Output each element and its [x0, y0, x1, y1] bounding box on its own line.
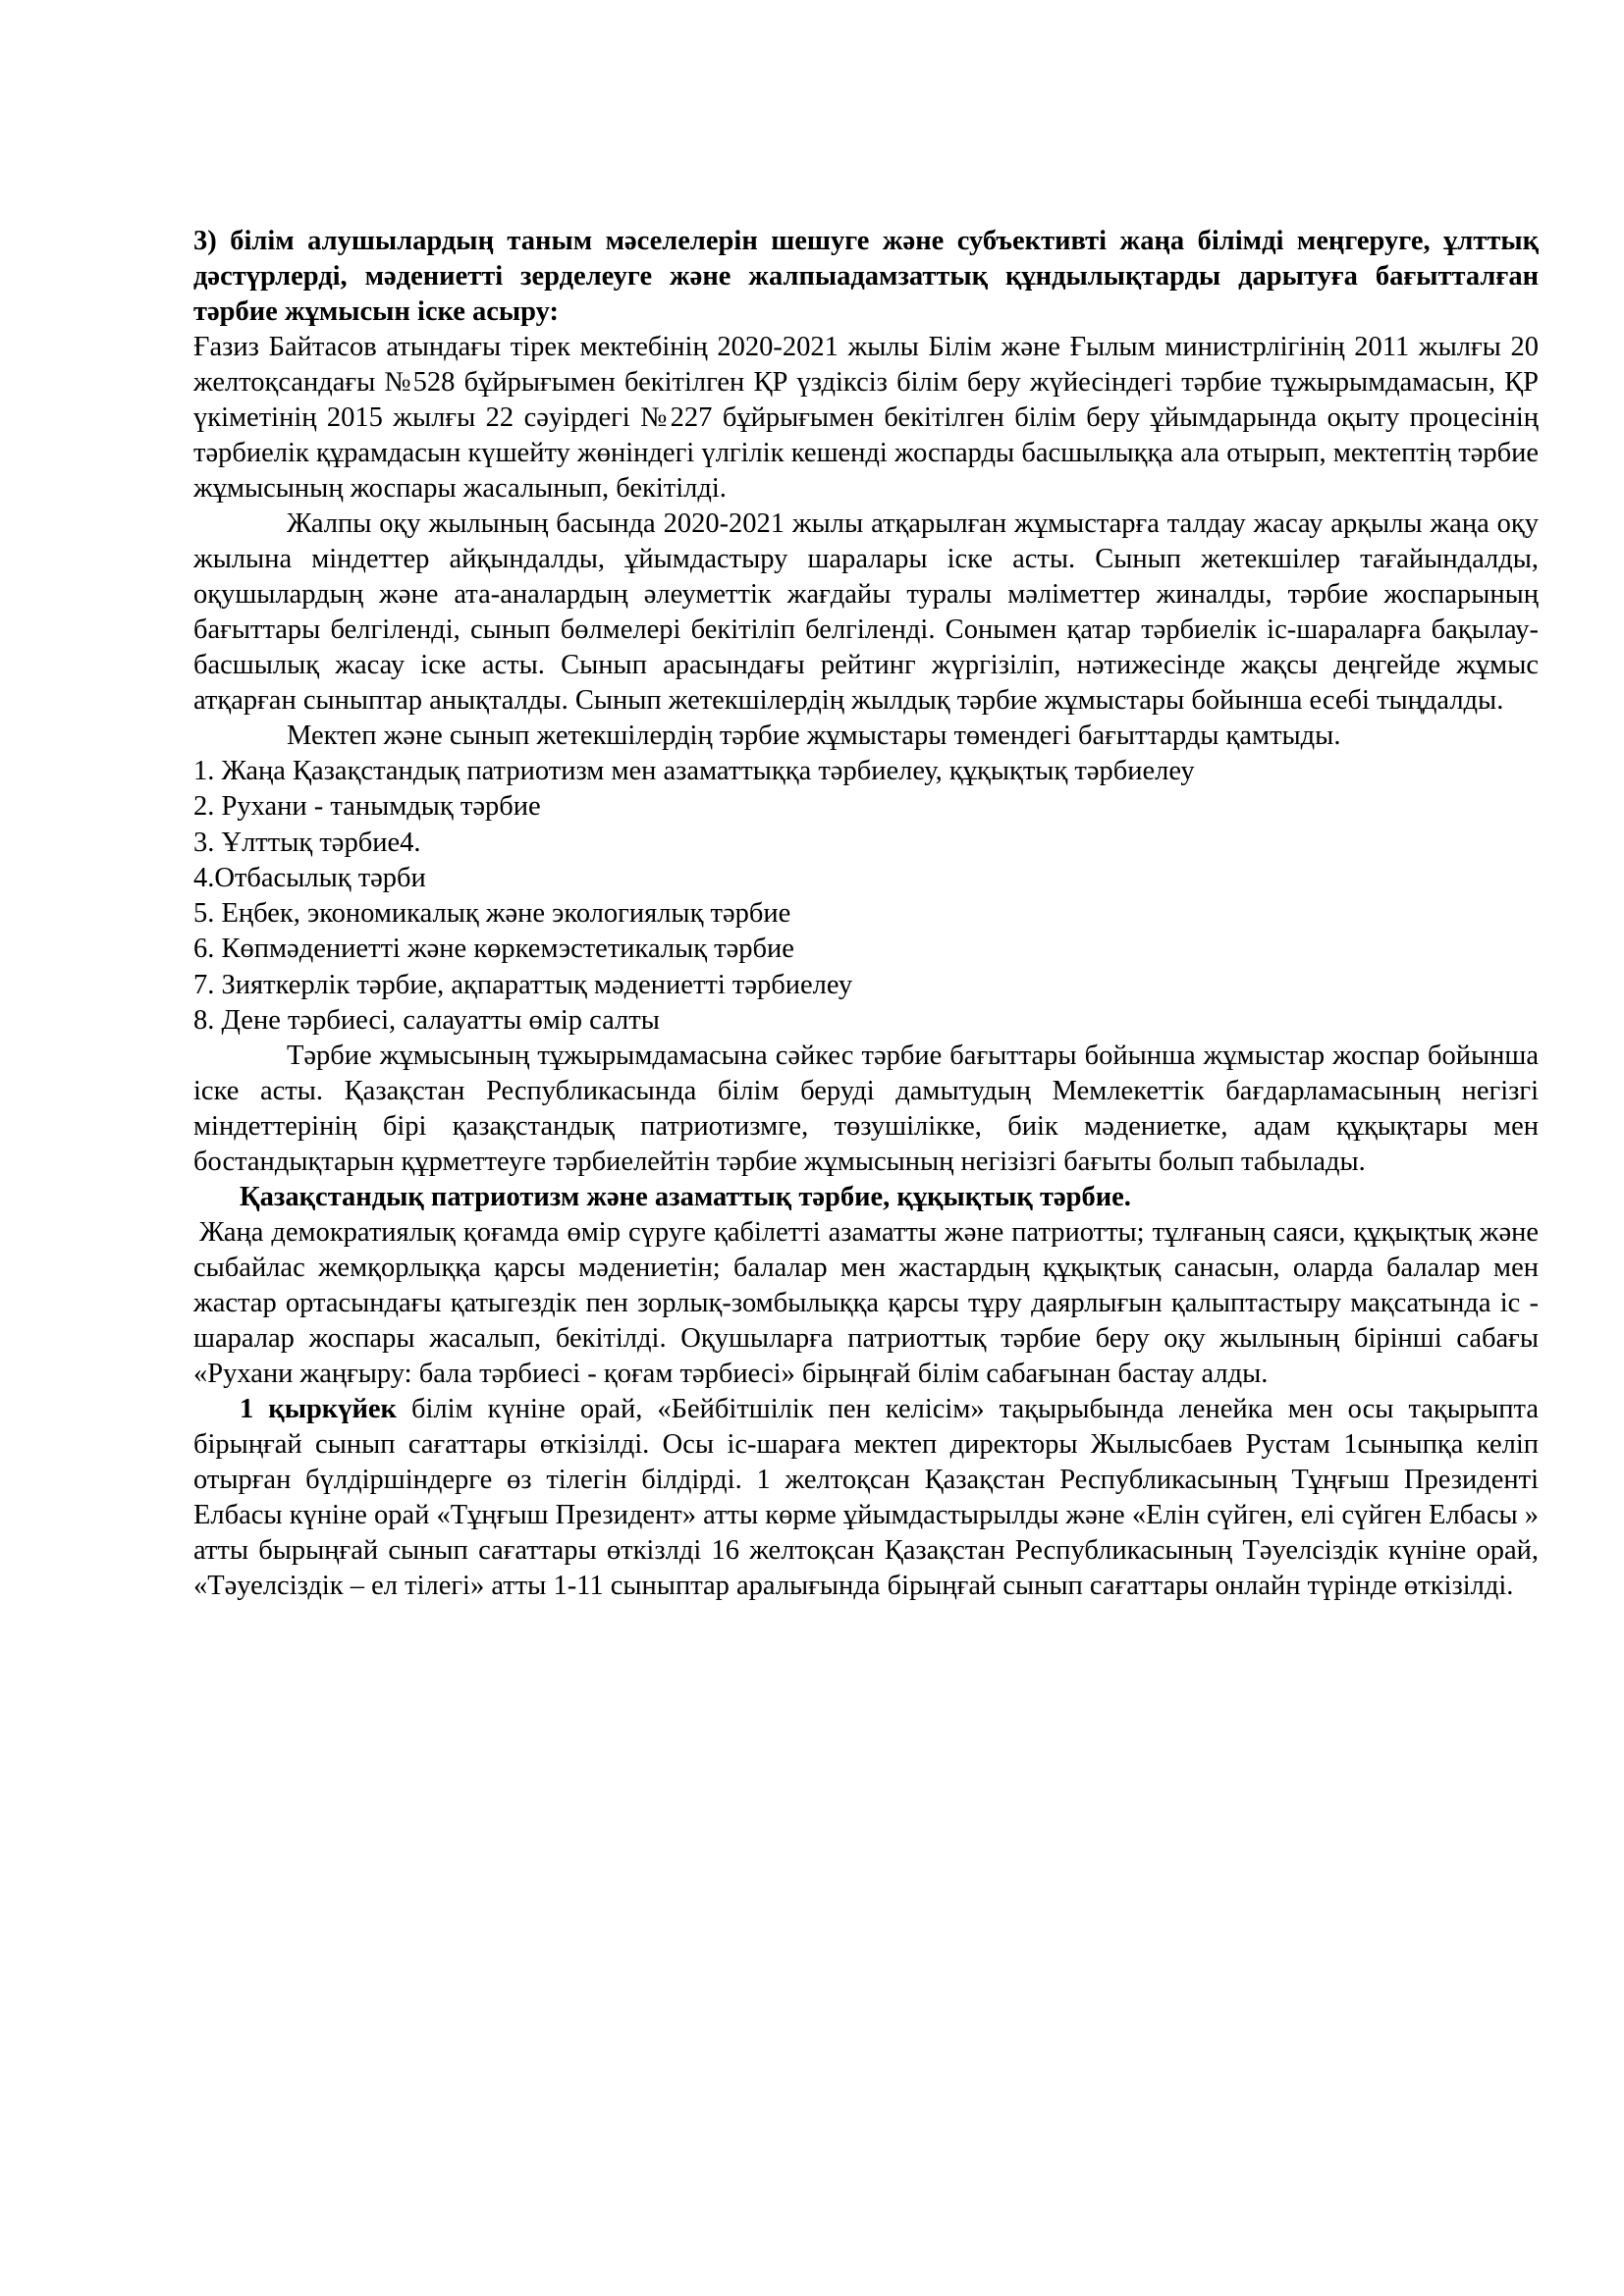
- paragraph-concept: Тәрбие жұмысының тұжырымдамасына сәйкес тәрбие бағыттары бойынша жұмыстар жоспар бойынша іске асты. Қазақстан Республикасында білім беруді дамытудың Мемлекеттік бағдарламасының негізгі міндеттерінің бірі қазақстандық патриотизмге, төзушілікке, биік мәдениетке, адам құқықтары мен бостандықтарын құрметтеуге тәрбиелейтін тәрбие жұмысының негізізгі бағыты болып табылады.: [193, 1041, 1539, 1178]
- list-item: 3. Ұлттық тәрбие4.: [193, 827, 421, 858]
- list-item: 6. Көпмәдениетті және көркемэстетикалық тәрбие: [193, 934, 794, 965]
- list-item: 7. Зияткерлік тәрбие, ақпараттық мәдениетті тәрбиелеу: [193, 969, 853, 1000]
- subheading-patriotism: Қазақстандық патриотизм және азаматтық тәрбие, құқықтық тәрбие.: [240, 1182, 1131, 1213]
- paragraph-year-start: Жалпы оқу жылының басында 2020-2021 жылы атқарылған жұмыстарға талдау жасау арқылы жаңа оқу жылына міндеттер айқындалды, ұйымдастыру шаралары іске асты. Сынып жетекшілер тағайындалды, оқушылардың және ата-аналардың әлеуметтік жағдайы туралы мәліметтер жиналды, тәрбие жоспарының бағыттары белгіленді, сынып бөлмелері бекітіліп белгіленді. Сонымен қатар тәрбиелік іс-шараларға бақылау-басшылық жасау іске асты. Сынып арасындағы рейтинг жүргізіліп, нәтижесінде жақсы деңгейде жұмыс атқарған сыныптар анықталды. Сынып жетекшілердің жылдық тәрбие жұмыстары бойынша есебі тыңдалды.: [193, 508, 1539, 716]
- list-item: 1. Жаңа Қазақстандық патриотизм мен азаматтыққа тәрбиелеу, құқықтық тәрбиелеу: [193, 756, 1195, 786]
- paragraph-democratic-society: Жаңа демократиялық қоғамда өмір сүруге қабілетті азаматты және патриотты; тұлғаның саяси, құқықтық және сыбайлас жемқорлыққа қарсы мәдениетін; балалар мен жастардың құқықтық санасын, оларда балалар мен жастар ортасындағы қатыгездік пен зорлық-зомбылыққа қарсы тұру даярлығын қалыптастыру мақсатында іс - шаралар жоспары жасалып, бекітілді. Оқушыларға патриоттық тәрбие беру оқу жылының бірінші сабағы «Рухани жаңғыру: бала тәрбиесі - қоғам тәрбиесі» бірыңғай білім сабағынан бастау алды.: [193, 1217, 1539, 1390]
- list-item: 5. Еңбек, экономикалық және экологиялық тәрбие: [193, 898, 791, 930]
- list-item: 2. Рухани - танымдық тәрбие: [193, 791, 541, 823]
- directions-list: [193, 754, 1539, 1039]
- document-page: [193, 224, 1539, 1604]
- list-item: 4.Отбасылық тәрби: [193, 862, 426, 893]
- paragraph-events: [193, 1392, 1539, 1604]
- paragraph-plan-approval: Ғазиз Байтасов атындағы тірек мектебінің 2020-2021 жылы Білім және Ғылым министрлігінің 2011 жылғы 20 желтоқсандағы №528 бұйрығымен бекітілген ҚР үздіксіз білім беру жүйесіндегі тәрбие тұжырымдамасын, ҚР үкіметінің 2015 жылғы 22 сәуірдегі №227 бұйрығымен бекітілген білім беру ұйымдарында оқыту процесінің тәрбиелік құрамдасын күшейту жөніндегі үлгілік кешенді жоспарды басшылыққа ала отырып, мектептің тәрбие жұмысының жоспары жасалынып, бекітілді.: [193, 332, 1539, 504]
- section-heading: 3) білім алушылардың таным мәселелерін шешуге және субъективті жаңа білімді меңгеруге, ұлттық дәстүрлерді, мәдениетті зерделеуге және жалпыадамзаттық құндылықтарды дарытуға бағытталған тәрбие жұмысын іске асыру:: [193, 226, 1539, 327]
- paragraph-events-text: білім күніне орай, «Бейбітшілік пен келісім» тақырыбында ленейка мен осы тақырыпта бірыңғай сынып сағаттары өткізілді. Осы іс-шараға мектеп директоры Жылысбаев Рустам 1сыныпқа келіп отырған бүлдіршіндерге өз тілегін білдірді. 1 желтоқсан Қазақстан Республикасының Тұңғыш Президенті Елбасы күніне орай «Тұңғыш Президент» атты көрме ұйымдастырылды және «Елін сүйген, елі сүйген Елбасы » атты бырыңғай сынып сағаттары өткізлді 16 желтоқсан Қазақстан Республикасының Тәуелсіздік күніне орай, «Тәуелсіздік – ел тілегі» атты 1-11 сыныптар аралығында бірыңғай сынып сағаттары онлайн түрінде өткізілді.: [193, 1394, 1539, 1602]
- date-highlight: 1 қыркүйек: [240, 1394, 397, 1425]
- list-item: 8. Дене тәрбиесі, салауатты өмір салты: [193, 1005, 660, 1037]
- paragraph-directions-intro: Мектеп және сынып жетекшілердің тәрбие жұмыстары төмендегі бағыттарды қамтыды.: [287, 721, 1341, 751]
